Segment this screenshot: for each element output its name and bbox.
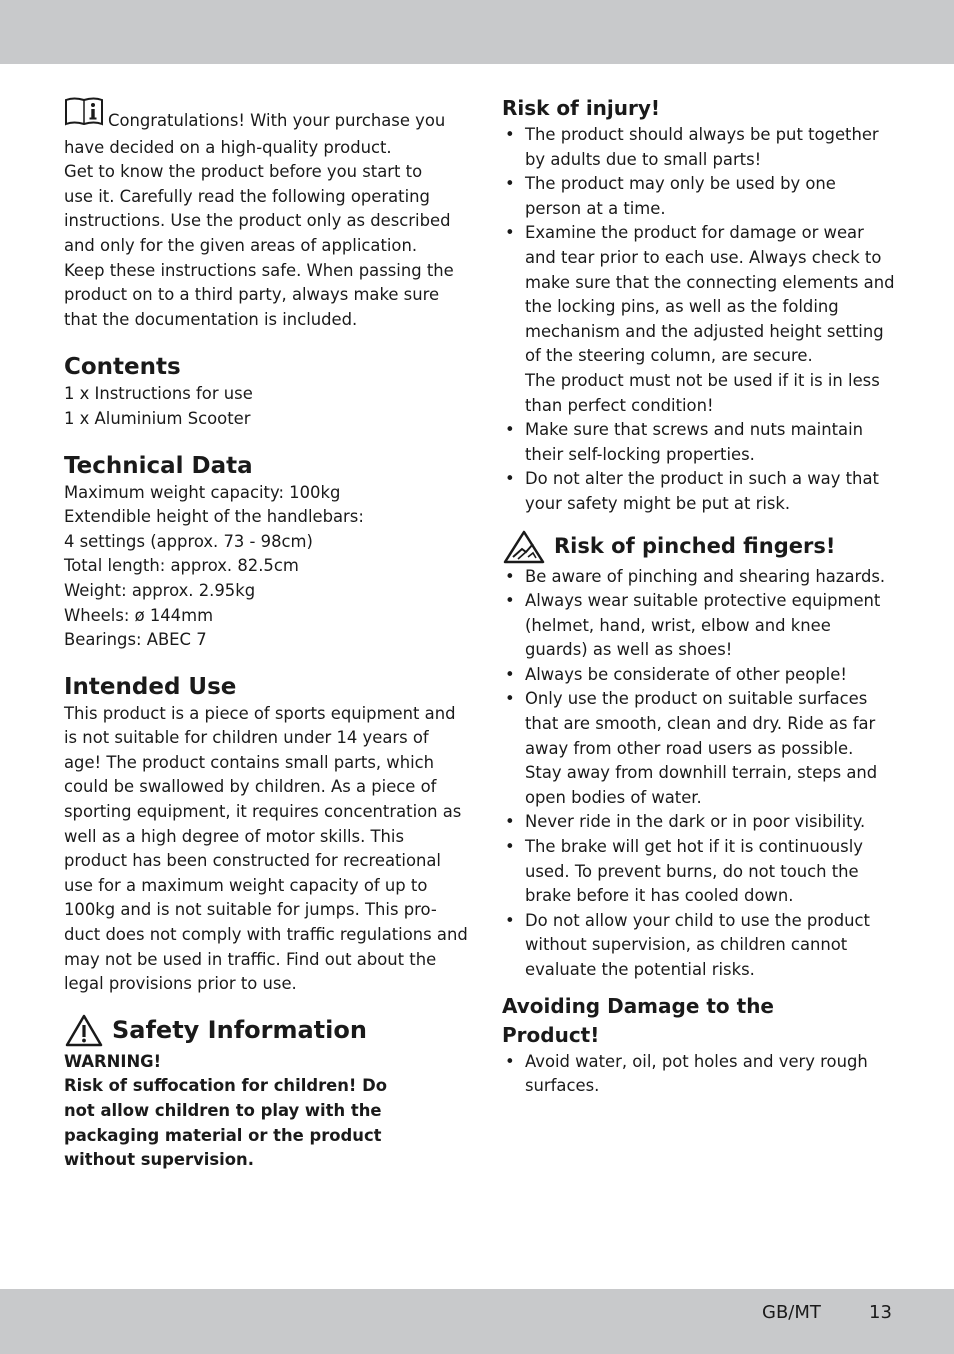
- warning-label: WARNING!: [64, 1051, 162, 1071]
- warning-triangle-icon: [64, 1013, 104, 1048]
- contents-item: 1 x Instructions for use: [64, 384, 253, 404]
- right-column: [502, 94, 894, 1099]
- intended-use-paragraph: [64, 702, 468, 997]
- list-item: • Always be considerate of other people!: [502, 663, 894, 688]
- safety-information-heading: Safety Information: [112, 1016, 367, 1045]
- contents-item: 1 x Aluminium Scooter: [64, 408, 251, 428]
- intro-line: that the documentation is included.: [64, 309, 358, 329]
- list-item: • Do not alter the product in such a way that your safety might be put at risk.: [502, 467, 894, 516]
- list-item: • The product may only be used by one person at a time.: [502, 172, 894, 221]
- intro-paragraph: [64, 96, 454, 332]
- list-item: • Avoid water, oil, pot holes and very rough surfaces.: [502, 1050, 894, 1099]
- contents-heading: Contents: [64, 354, 181, 381]
- avoiding-damage-heading: Avoiding Damage to the Product!: [502, 993, 774, 1047]
- intended-line: may not be used in traffic. Find out about the: [64, 949, 437, 969]
- intended-line: sporting equipment, it requires concentration as: [64, 802, 462, 822]
- spec-line: Extendible height of the handlebars:: [64, 507, 364, 527]
- spec-line: Wheels: ø 144mm: [64, 605, 214, 625]
- injury-list: [502, 123, 894, 517]
- warning-line: without supervision.: [64, 1150, 254, 1170]
- intended-line: could be swallowed by children. As a piece of: [64, 777, 437, 797]
- spec-line: Maximum weight capacity: 100kg: [64, 482, 341, 502]
- technical-data-heading: Technical Data: [64, 452, 253, 479]
- pinched-list: [502, 565, 894, 983]
- risk-of-injury-heading: Risk of injury!: [502, 96, 661, 120]
- warning-line: not allow children to play with the: [64, 1101, 382, 1120]
- intended-use-heading: Intended Use: [64, 673, 237, 700]
- safety-information-heading-row: [64, 1013, 454, 1048]
- intended-line: is not suitable for children under 14 years of: [64, 728, 429, 748]
- intro-line: use it. Carefully read the following operating: [64, 186, 430, 206]
- left-column: [64, 94, 468, 1173]
- intro-line: have decided on a high-quality product.: [64, 137, 392, 157]
- warning-block: [64, 1050, 454, 1173]
- damage-list: [502, 1050, 894, 1099]
- intro-line: and only for the given areas of application.: [64, 235, 418, 255]
- spec-line: 4 settings (approx. 73 - 98cm): [64, 531, 313, 551]
- contents-list: [64, 382, 454, 431]
- intended-line: use for a maximum weight capacity of up to: [64, 875, 428, 895]
- intended-line: 100kg and is not suitable for jumps. This pro-: [64, 900, 437, 920]
- intended-line: product has been constructed for recreational: [64, 851, 441, 871]
- list-item: • Do not allow your child to use the product without supervision, as children cannot evaluate the potential risks.: [502, 909, 894, 983]
- intro-line: Congratulations! With your purchase you: [108, 111, 446, 130]
- intended-line: age! The product contains small parts, which: [64, 752, 435, 772]
- spec-line: Weight: approx. 2.95kg: [64, 580, 256, 600]
- spec-line: Bearings: ABEC 7: [64, 630, 207, 650]
- list-item: • Never ride in the dark or in poor visibility.: [502, 810, 894, 835]
- pinched-fingers-heading-row: [502, 529, 894, 565]
- warning-line: Risk of suffocation for children! Do: [64, 1076, 387, 1096]
- list-item: • Only use the product on suitable surfaces that are smooth, clean and dry. Ride as far away from other road users as possible. Stay away from downhill terrain, steps and open bodies of water.: [502, 687, 894, 810]
- intro-line: Get to know the product before you start to: [64, 162, 423, 182]
- pinch-hazard-icon: [502, 529, 546, 565]
- list-item: • Examine the product for damage or wear and tear prior to each use. Always check to make sure that the connecting elements and the locking pins, as well as the folding mechanism and the adjusted height setting of the steering column, are secure. The product must not be used if it is in less than perfect condition!: [502, 221, 894, 418]
- intended-line: legal provisions prior to use.: [64, 974, 297, 994]
- list-item: • Always wear suitable protective equipment (helmet, hand, wrist, elbow and knee guards) as well as shoes!: [502, 589, 894, 663]
- spec-line: Total length: approx. 82.5cm: [64, 556, 299, 576]
- list-item: • The product should always be put together by adults due to small parts!: [502, 123, 894, 172]
- risk-of-pinched-fingers-heading: Risk of pinched fingers!: [554, 534, 836, 558]
- intro-line: Keep these instructions safe. When passing the: [64, 260, 454, 280]
- intended-line: duct does not comply with traffic regulations and: [64, 925, 468, 945]
- technical-data-list: [64, 481, 454, 653]
- list-item: • Be aware of pinching and shearing hazards.: [502, 565, 894, 590]
- list-item: • Make sure that screws and nuts maintain their self-locking properties.: [502, 418, 894, 467]
- intended-line: This product is a piece of sports equipment and: [64, 703, 456, 723]
- intended-line: well as a high degree of motor skills. This: [64, 826, 405, 846]
- intro-line: instructions. Use the product only as described: [64, 211, 451, 231]
- warning-line: packaging material or the product: [64, 1125, 382, 1145]
- header-band: [0, 0, 954, 64]
- footer-language-code: GB/MT: [762, 1302, 821, 1323]
- list-item: • The brake will get hot if it is continuously used. To prevent burns, do not touch the brake before it has cooled down.: [502, 835, 894, 909]
- intro-line: product on to a third party, always make sure: [64, 285, 440, 305]
- info-book-icon: [64, 96, 104, 136]
- page-number: 13: [869, 1302, 892, 1323]
